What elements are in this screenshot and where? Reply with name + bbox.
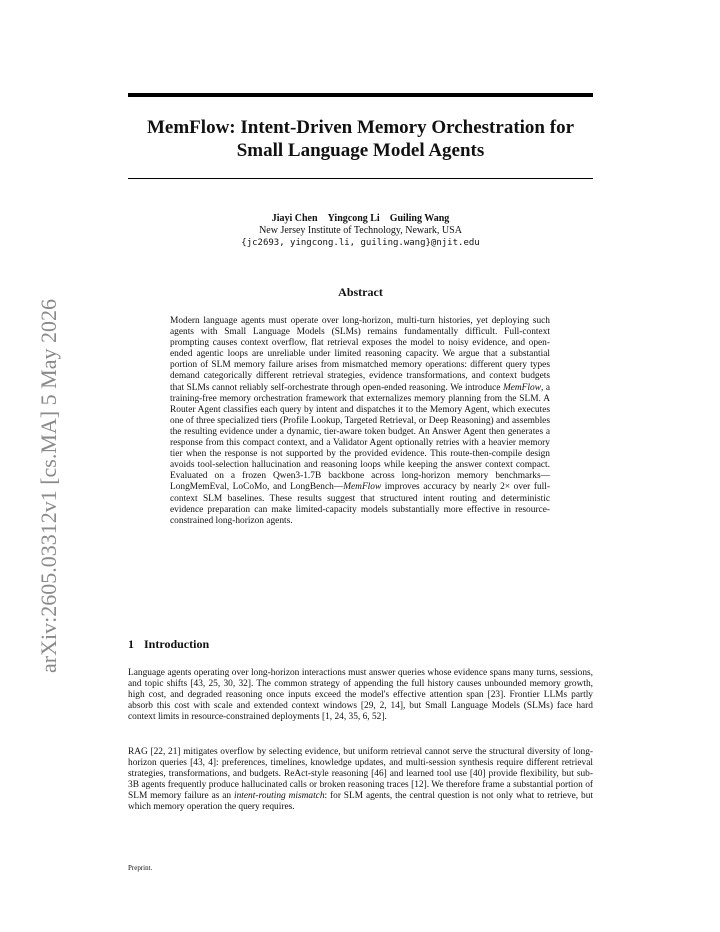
author-name: Guiling Wang: [389, 213, 450, 224]
abstract-text-part: Modern language agents must operate over long-horizon, multi-turn histories, yet deploying such agents with Small Language Models (SLMs) remains fundamentally difficult. Full-context prompting causes context overflow, flat retrieval exposes the model to noisy evidence, and open-ended agentic loops are unreliable under limited reasoning capacity. We argue that a substantial portion of SLM memory failure arises from mismatched memory operations: different query types demand categorically different retrieval strategies, evidence transformations, and context budgets that SLMs cannot reliably self-orchestrate through open-ended reasoning. We introduce: [170, 316, 550, 393]
abstract-text-part: improves accuracy by nearly 2× over full-context SLM baselines. These results suggest that structured intent routing and deterministic evidence preparation can make limited-capacity models substantially more effective in resource-constrained long-horizon agents.: [170, 482, 550, 526]
section-title: Introduction: [144, 637, 210, 651]
abstract-text: [170, 316, 550, 527]
abstract-heading: Abstract: [338, 285, 383, 299]
author-block: [128, 212, 593, 249]
paragraph-text-part: : for SLM agents, the central question is not only what to retrieve, but which memory operation the query requires.: [128, 791, 594, 813]
paper-title: [128, 116, 593, 162]
abstract-text-part: , a training-free memory orchestration framework that externalizes memory planning from the SLM. A Router Agent classifies each query by intent and dispatches it to the Memory Agent, which executes one of three specialized tiers (Profile Lookup, Targeted Retrieval, or Deep Reasoning) and assembles the resulting evidence under a dynamic, tier-aware token budget. An Answer Agent then generates a response from this compact context, and a Validator Agent optionally retries with a heavier memory tier when the response is not supported by the provided evidence. This route-then-compile design avoids tool-selection hallucination and reasoning loops while keeping the answer context compact. Evaluated on a frozen Qwen3-1.7B backbone across long-horizon memory benchmarks—LongMemEval, LoCoMo, and LongBench—: [170, 382, 550, 493]
intro-paragraph-1: Language agents operating over long-horizon interactions must answer queries whose evidence spans many turns, sessions, and topic shifts [43, 25, 30, 32]. The common strategy of appending the full history causes unbounded memory growth, high cost, and degraded reasoning once inputs exceed the model's effective attention span [23]. Frontier LLMs partly absorb this cost with scale and extended context windows [29, 2, 14], but Small Language Models (SLMs) face hard context limits in resource-constrained deployments [1, 24, 35, 6, 52].: [128, 668, 593, 723]
intro-paragraph-2: [128, 747, 593, 814]
author-name: Yingcong Li: [327, 213, 380, 224]
title-top-rule: [128, 93, 593, 97]
emphasized-term: intent-routing mismatch: [233, 791, 325, 802]
arxiv-identifier: arXiv:2605.03312v1 [cs.MA] 5 May 2026: [36, 299, 61, 673]
section-heading-introduction: [128, 637, 593, 651]
title-line-2: Small Language Model Agents: [236, 140, 485, 161]
affiliation: New Jersey Institute of Technology, Newark, USA: [259, 225, 462, 236]
title-line-1: MemFlow: Intent-Driven Memory Orchestration for: [146, 117, 575, 138]
title-bottom-rule: [128, 178, 593, 179]
author-emails: {jc2693, yingcong.li, guiling.wang}@njit.edu: [241, 238, 480, 248]
framework-name: MemFlow: [343, 482, 382, 493]
paragraph-text-part: RAG [22, 21] mitigates overflow by selecting evidence, but uniform retrieval cannot serve the structural diversity of long-horizon queries [43, 4]: preferences, timelines, knowledge updates, and multi-session synthesis require different retrieval strategies, transformations, and budgets. ReAct-style reasoning [46] and learned tool use [40] provide flexibility, but sub-3B agents frequently produce hallucinated calls or broken reasoning traces [12]. We therefore frame a substantial portion of SLM memory failure as an: [128, 747, 593, 802]
section-number: 1: [128, 637, 134, 651]
preprint-note: Preprint.: [128, 864, 153, 872]
framework-name: MemFlow: [502, 382, 541, 393]
author-names: [128, 212, 593, 225]
author-name: Jiayi Chen: [271, 213, 318, 224]
